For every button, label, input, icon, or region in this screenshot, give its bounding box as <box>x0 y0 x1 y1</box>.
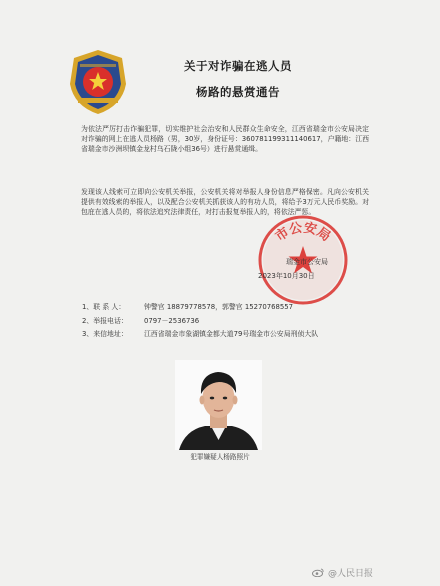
suspect-photo <box>175 360 262 450</box>
issuing-agency: 瑞金市公安局 <box>286 258 328 266</box>
issue-date: 2023年10月30日 <box>258 272 315 280</box>
notice-title-line2: 杨路的悬赏通告 <box>196 85 280 99</box>
photo-caption: 犯罪嫌疑人杨路照片 <box>190 453 250 461</box>
notice-title-line1: 关于对诈骗在逃人员 <box>184 59 292 73</box>
contact-value: 江西省瑞金市象湖镇金都大道79号瑞金市公安局刑侦大队 <box>144 330 319 338</box>
suspect-portrait-icon <box>175 360 262 450</box>
contact-label: 1、联 系 人： <box>82 303 126 311</box>
notice-paragraph-2: 发现该人线索可立即向公安机关举报，公安机关将对举报人身份信息严格保密。凡向公安机关提供有效线索的举报人，以及配合公安机关抓获该人的有功人员，将给予3万元人民币奖励。对包庇在逃人员的，将依法追究法律责任，对打击报复举报人的，将依法严惩。 <box>81 188 369 217</box>
contact-value: 0797－2536736 <box>144 316 200 325</box>
watermark <box>312 566 373 579</box>
contact-label: 3、来信地址： <box>82 330 128 338</box>
contact-list <box>82 301 412 342</box>
contact-label: 2、举报电话： <box>82 316 128 325</box>
contact-value: 钟警官 18879778578，郭警官 15270768557 <box>144 303 294 311</box>
contact-row-phone <box>82 315 412 329</box>
notice-paragraph-1: 为依法严厉打击诈骗犯罪，切实维护社会治安和人民群众生命安全，江西省瑞金市公安局决定对诈骗的网上在逃人员杨路（男，30岁，身份证号：360781199311140617，户籍地：江西省瑞金市沙洲坝镇金龙村乌石陇小组36号）进行悬赏通缉。 <box>81 125 369 154</box>
seal-text: 市公安局 <box>273 220 333 245</box>
contact-row-address <box>82 328 412 342</box>
watermark-text: @人民日报 <box>328 569 374 579</box>
weibo-logo-icon <box>312 568 324 577</box>
contact-row-person <box>82 301 412 315</box>
